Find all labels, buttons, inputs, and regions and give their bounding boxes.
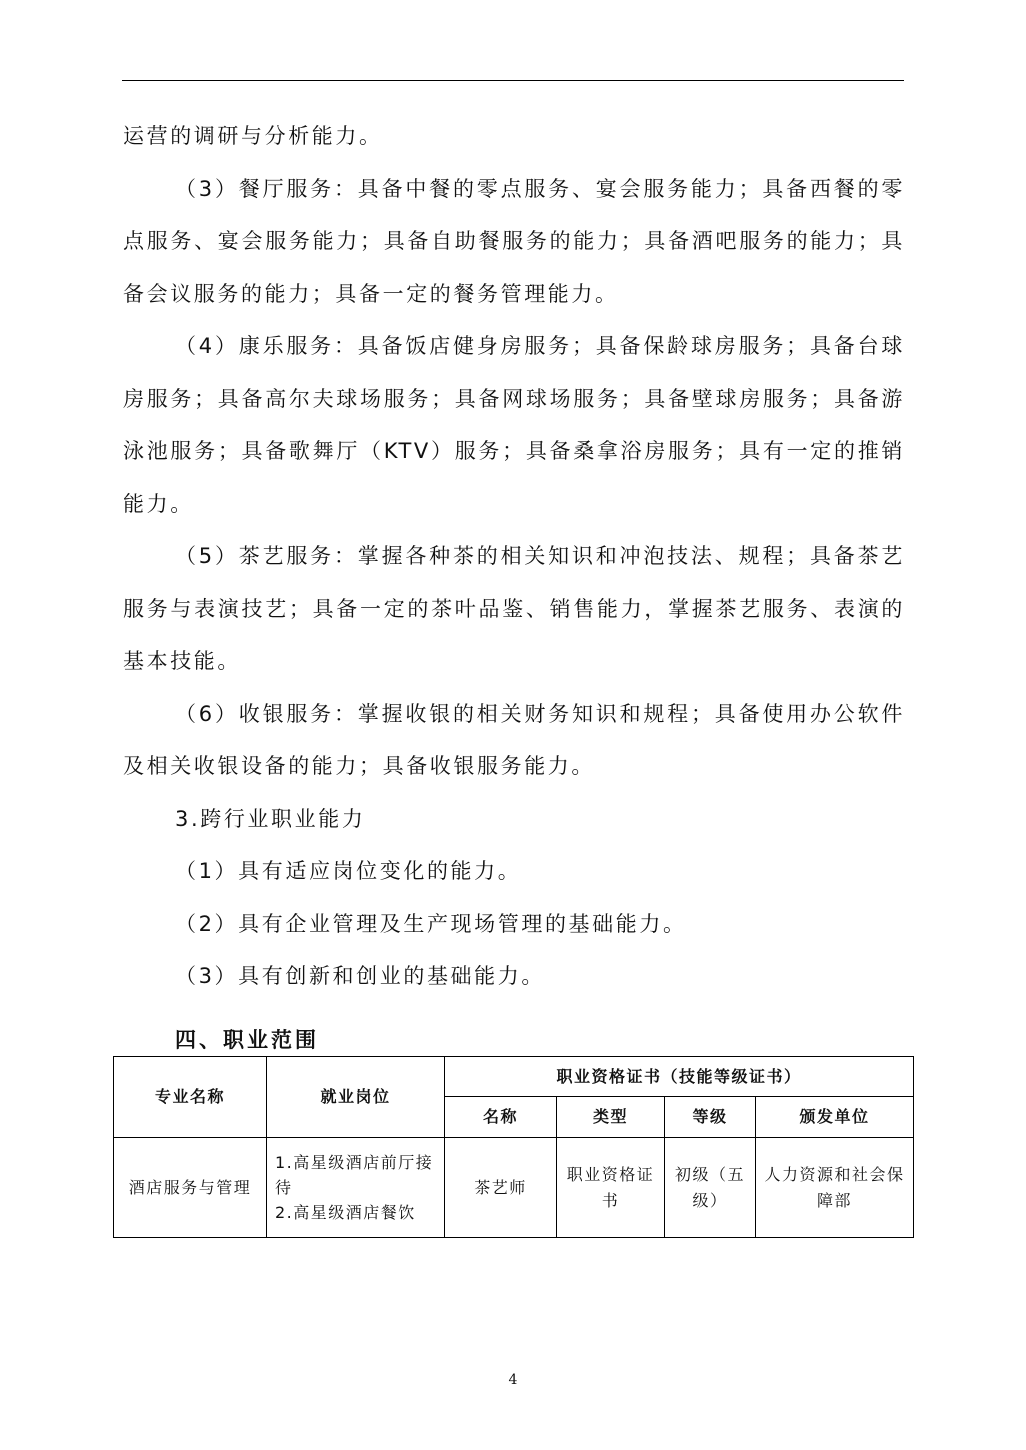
paragraph-management: （2）具有企业管理及生产现场管理的基础能力。	[175, 911, 687, 936]
career-scope-table	[113, 1056, 914, 1238]
paragraph-continuation: 运营的调研与分析能力。	[123, 124, 383, 148]
cell-level: 初级（五级）	[665, 1138, 756, 1238]
header-cert-group: 职业资格证书（技能等级证书）	[445, 1057, 914, 1097]
header-type: 类型	[557, 1097, 665, 1138]
cell-type: 职业资格证书	[557, 1138, 665, 1238]
subheading-cross-industry: 3.跨行业职业能力	[175, 806, 366, 831]
cell-issuer: 人力资源和社会保障部	[756, 1138, 914, 1238]
post-item: 2.高星级酒店餐饮	[275, 1203, 416, 1222]
page-number: 4	[508, 1372, 518, 1388]
cell-post	[267, 1138, 445, 1238]
paragraph-restaurant-service: （3）餐厅服务：具备中餐的零点服务、宴会服务能力；具备西餐的零点服务、宴会服务能力；具备自助餐服务的能力；具备酒吧服务的能力；具备会议服务的能力；具备一定的餐务管理能力。	[123, 176, 905, 306]
header-post: 就业岗位	[267, 1057, 445, 1138]
paragraph-adapt: （1）具有适应岗位变化的能力。	[175, 859, 522, 883]
section-heading: 四、职业范围	[175, 1028, 319, 1052]
cell-major: 酒店服务与管理	[114, 1138, 267, 1238]
table-header-row	[114, 1057, 914, 1097]
header-major: 专业名称	[114, 1057, 267, 1138]
cell-name: 茶艺师	[445, 1138, 557, 1238]
paragraph-tea-service: （5）茶艺服务：掌握各种茶的相关知识和冲泡技法、规程；具备茶艺服务与表演技艺；具备一定的茶叶品鉴、销售能力，掌握茶艺服务、表演的基本技能。	[123, 544, 905, 673]
header-level: 等级	[665, 1097, 756, 1138]
body-text	[123, 110, 905, 1003]
header-rule	[122, 80, 904, 81]
header-issuer: 颁发单位	[756, 1097, 914, 1138]
paragraph-cashier-service: （6）收银服务：掌握收银的相关财务知识和规程；具备使用办公软件及相关收银设备的能力；具备收银服务能力。	[123, 701, 905, 778]
post-item: 1.高星级酒店前厅接待	[275, 1153, 434, 1197]
header-name: 名称	[445, 1097, 557, 1138]
paragraph-innovation: （3）具有创新和创业的基础能力。	[175, 964, 545, 988]
paragraph-recreation-service: （4）康乐服务：具备饭店健身房服务；具备保龄球房服务；具备台球房服务；具备高尔夫球场服务；具备网球场服务；具备壁球房服务；具备游泳池服务；具备歌舞厅（KTV）服务；具备桑拿浴房服务；具有一定的推销能力。	[123, 334, 905, 516]
table-row	[114, 1138, 914, 1238]
